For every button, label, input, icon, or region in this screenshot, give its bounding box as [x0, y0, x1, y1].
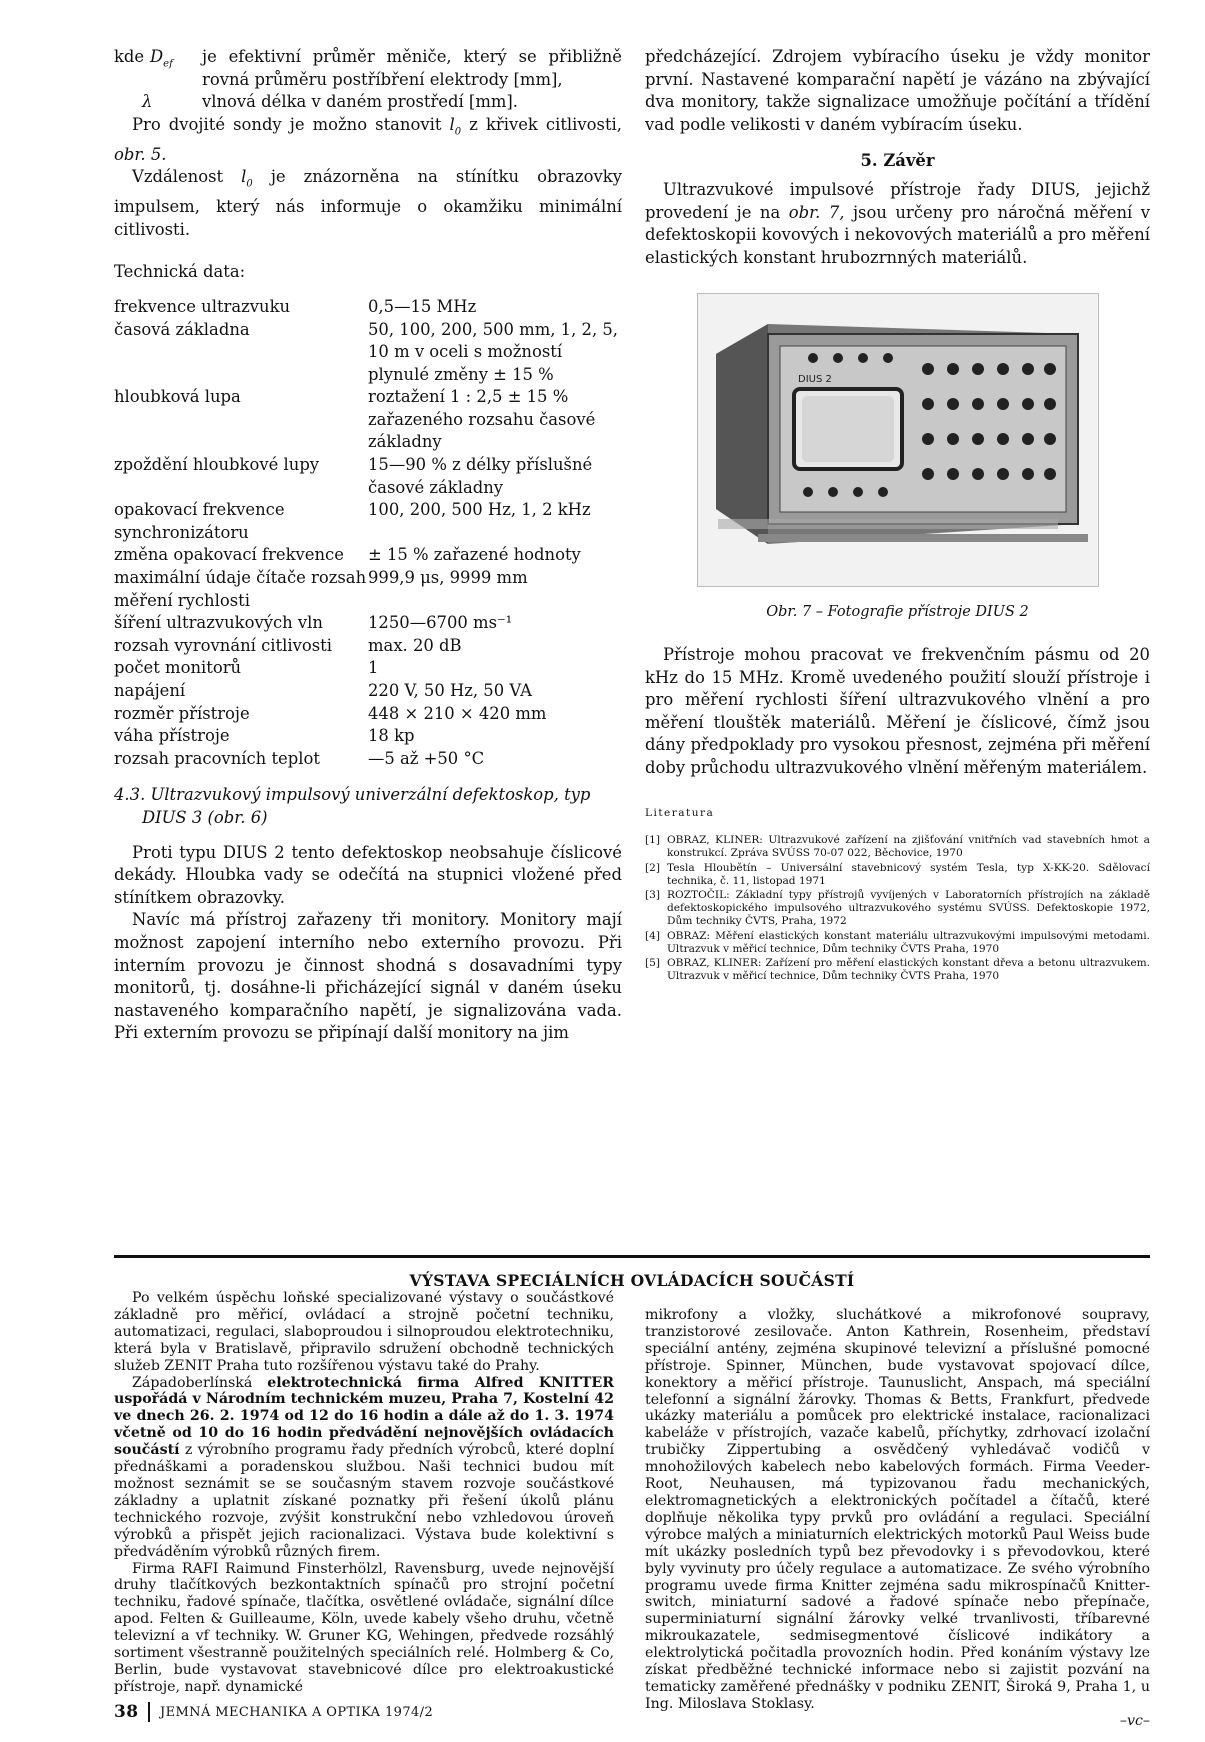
- definition-def: [114, 46, 622, 91]
- page-footer: [114, 1702, 433, 1722]
- def-kde: kde: [114, 47, 145, 66]
- exhibition-intro: Po velkém úspěchu loňské specializované výstavy o součástkové základně pro měřicí, ovládací a strojně početní techniku, automatizaci, regulaci, slaboproudou i silnoproudou elektrotechniku, která byla v Bratislavě, připravilo sdružení obchodně technických služeb ZENIT Praha tuto rozšířenou výstavu také do Prahy.: [114, 1290, 614, 1374]
- spec-value: 1: [368, 658, 379, 678]
- spec-value: 1250—6700 ms⁻¹: [368, 613, 513, 633]
- paragraph-dius3: Proti typu DIUS 2 tento defektoskop neobsahuje číslicové dekády. Hloubka vady se odečítá na stupnici vložené před stínítkem obrazovky.: [114, 842, 622, 907]
- reference-number: [4]: [645, 929, 661, 942]
- reference-number: [1]: [645, 834, 661, 847]
- paragraph-preceding: předcházející. Zdrojem vybíracího úseku je vždy monitor první. Nastavené komparační napětí je vázáno na zbývající dva monitory, takže signalizace umožňuje počítání a třídění vad podle velikosti v daném vybíracím úseku.: [645, 47, 1150, 134]
- bottom-right-column: [645, 1307, 1150, 1730]
- literature-heading: Literatura: [645, 806, 715, 819]
- reference-text: OBRAZ, KLINER: Zařízení pro měření elastických konstant dřeva a betonu ultrazvukem. Ultrazvuk v měřicí technice, Dům techniky ČVTS Praha, 1970: [667, 956, 1150, 983]
- spec-label: váha přístroje: [114, 726, 230, 746]
- spec-value: 100, 200, 500 Hz, 1, 2 kHz: [368, 500, 591, 520]
- spec-value: roztažení 1 : 2,5 ± 15 % zařazeného rozsahu časové základny: [368, 387, 596, 452]
- bottom-left-column: [114, 1290, 614, 1696]
- spec-value: ± 15 % zařazené hodnoty: [368, 545, 581, 565]
- exhibition-firms-cont: mikrofony a vložky, sluchátkové a mikrofonové soupravy, tranzistorové zesilovače. Anton Kathrein, Rosenheim, představí speciální antény, zejména skupinové televizní a příslušné pomocné přístroje. Spinner, München, bude vystavovat spojovací dílce, konektory a měřicí přístroje. Taunuslicht, Anspach, má speciální telefonní a signální žárovky. Thomas & Betts, Frankfurt, předvede ukázky materiálu a pomůcek pro elektrické instalace, racionalizaci kabeláže v přístrojích, vazače kabelů, příchytky, zdrhovací izolační trubičky Zippertubing a osvědčený vyhledávač vodičů v mnohožilových kabelech nebo kabelových formách. Firma Veeder-Root, Neuhausen, má typizovanou řadu mechanických, elektromagnetických a elektronických počítadel a čítačů, které doplňuje několika typy prvků pro ovládání a regulaci. Speciální výrobce malých a miniaturních elektrických motorků Paul Weiss bude mít ukázky posledních typů bez převodovky i s převodovkou, které byly vyvinuty pro účely regulace a automatizace. Ze svého výrobního programu uvede firma Knitter zejména sadu mikrospínačů Knitter-switch, miniaturní sadové a řadové spínače nebo přepínače, superminiaturní signální žárovky velké trvanlivosti, tříbarevné mikroukazatele, sedmisegmentové číslicové indikátory a elektrolytická počitadla provozních hodin. Před konáním výstavy lze získat předběžné technické informace nebo si zajistit pozvání na tematicky zaměřené přednášky v podniku ZENIT, Široká 9, Praha 1, u Ing. Miloslava Stoklasy.: [645, 1307, 1150, 1712]
- dius2-photo: [697, 293, 1099, 587]
- paragraph-monitors: Navíc má přístroj zařazeny tři monitory. Monitory mají možnost zapojení interního nebo externího provozu. Při interním provozu je činnost shodná s dosavadními typy monitorů, tj. dosáhne-li přicházející signál v daném úseku nastaveného komparačního napětí, je signalizována vada. Při externím provozu se připínají další monitory na jim: [114, 910, 622, 1043]
- exhibition-firms: Firma RAFI Raimund Finsterhölzl, Ravensburg, uvede nejnovější druhy tlačítkových bezkontaktních spínačů pro strojní početní techniku, řadové spínače, tlačítka, osvětlené ovládače, signální dílce apod. Felten & Guilleaume, Köln, uvede kabely všeho druhu, včetně televizní a vf techniky. W. Gruner KG, Wehingen, předvede rozsáhlý sortiment všestranně použitelných speciálních relé. Holmberg & Co, Berlin, bude vystavovat stavebnicové dílce pro elektroakustické přístroje, např. dynamické: [114, 1560, 614, 1695]
- exhibition-knitter: Západoberlínská elektrotechnická firma Alfred KNITTER uspořádá v Národním technickém muzeu, Praha 7, Kostelní 42 ve dnech 26. 2. 1974 od 12 do 16 hodin a dále až do 1. 3. 1974 včetně od 10 do 16 hodin předvádění nejnovějších ovládacích součástí z výrobního programu řady předních výrobců, které doplní přednáškami a poradenskou službou. Naši technici budou mít možnost seznámit se se současným stavem rozvoje součástkové základny a uplatnit získané poznatky při řešení úkolů plánu technického rozvoje, zvýšit konstrukční nebo vzhledovou úroveň výrobků a přispět jejich racionalizaci. Výstava bude kolektivní s předváděním výrobků různých firem.: [114, 1374, 614, 1560]
- reference-number: [2]: [645, 861, 661, 874]
- reference-text: Tesla Hloubětín – Universální stavebnicový systém Tesla, typ X-KK-20. Sdělovací technika, č. 11, listopad 1971: [667, 861, 1150, 887]
- reference-text: OBRAZ, KLINER: Ultrazvukové zařízení na zjišťování vnitřních vad stavebních hmot a konstrukcí. Zpráva SVÚSS 70-07 022, Běchovice, 1970: [667, 834, 1150, 860]
- spec-value: 50, 100, 200, 500 mm, 1, 2, 5, 10 m v oceli s možností plynulé změny ± 15 %: [368, 319, 619, 384]
- section-divider: [114, 1255, 1150, 1258]
- spec-label: rozsah vyrovnání citlivosti: [114, 635, 332, 655]
- right-column: [645, 46, 1150, 984]
- spec-label: napájení: [114, 681, 186, 700]
- spec-label: maximální údaje čítače rozsah měření rychlosti: [114, 568, 367, 610]
- footer-divider: [148, 1702, 150, 1722]
- spec-label: zpoždění hloubkové lupy: [114, 455, 320, 475]
- reference-item: [645, 834, 1150, 860]
- def-text-2: vlnová délka v daném prostředí [mm].: [202, 92, 519, 112]
- spec-value: 999,9 μs, 9999 mm: [368, 568, 528, 588]
- spec-value: 18 kp: [368, 726, 415, 746]
- paragraph-frequency: Přístroje mohou pracovat ve frekvenčním pásmu od 20 kHz do 15 MHz. Kromě uvedeného použití slouží přístroje i pro měření rychlosti šíření ultrazvukového vlnění a pro měření tlouštěk materiálů. Měření je číslicové, čímž jsou dány předpoklady pro vysokou přesnost, zejména při měření doby průchodu ultrazvukového vlnění měřeným materiálem.: [645, 644, 1150, 777]
- spec-value: 0,5—15 MHz: [368, 296, 477, 316]
- spec-label: šíření ultrazvukových vln: [114, 613, 323, 633]
- spec-value: —5 až +50 °C: [368, 748, 485, 768]
- reference-item: [645, 862, 1150, 888]
- spec-value: 220 V, 50 Hz, 50 VA: [368, 681, 532, 700]
- section-4-3-heading: 4.3. Ultrazvukový impulsový univerzální defektoskop, typ DIUS 3 (obr. 6): [114, 785, 591, 827]
- spec-value: 15—90 % z délky příslušné časové základny: [368, 455, 593, 497]
- reference-item: [645, 889, 1150, 929]
- page-number: 38: [114, 1702, 139, 1722]
- tech-data-heading: Technická data:: [114, 262, 246, 282]
- spec-label: opakovací frekvence synchronizátoru: [114, 500, 285, 542]
- reference-text: ROZTOČIL: Základní typy přístrojů vyvíjených v Laboratorních přístrojích na základě defektoskopického impulsového ultrazvukového systému SVÚSS. Defektoskopie 1972, Dům techniky ČVTS, Praha, 1972: [667, 888, 1150, 928]
- spec-label: frekvence ultrazvuku: [114, 296, 291, 316]
- reference-number: [5]: [645, 956, 661, 969]
- photo-caption: Obr. 7 – Fotografie přístroje DIUS 2: [766, 604, 1029, 621]
- spec-label: hloubková lupa: [114, 387, 241, 407]
- spec-label: změna opakovací frekvence: [114, 545, 344, 565]
- spec-value: 448 × 210 × 420 mm: [368, 703, 547, 723]
- paragraph-distance: Vzdálenost $l_0$ je znázorněna na stínítku obrazovky impulsem, který nás informuje o okamžiku minimální citlivosti.: [114, 167, 623, 239]
- references-list: [645, 834, 1150, 983]
- exhibition-headline: VÝSTAVA SPECIÁLNÍCH OVLÁDACÍCH SOUČÁSTÍ: [409, 1271, 855, 1290]
- spec-label: počet monitorů: [114, 658, 242, 678]
- dius2-instrument-illustration: [698, 294, 1098, 586]
- spec-value: max. 20 dB: [368, 635, 462, 655]
- spec-label: rozměr přístroje: [114, 703, 250, 723]
- definition-lambda: [114, 91, 622, 114]
- author-signature: –vc–: [1119, 1712, 1150, 1729]
- reference-item: [645, 957, 1150, 983]
- spec-label: rozsah pracovních teplot: [114, 748, 320, 768]
- reference-number: [3]: [645, 888, 661, 901]
- panel-label: DIUS 2: [797, 374, 832, 386]
- paragraph-dual-probe: Pro dvojité sondy je možno stanovit $l_0$ z křivek citlivosti, obr. 5.: [114, 114, 622, 164]
- reference-item: [645, 930, 1150, 956]
- def-text-1: je efektivní průměr měniče, který se přibližně rovná průměru postříbření elektrody [mm],: [202, 47, 622, 89]
- reference-text: OBRAZ: Měření elastických konstant materiálu ultrazvukovými impulsovými metodami. Ultrazvuk v měřicí technice, Dům techniky ČVTS Praha, 1970: [667, 929, 1150, 955]
- def-symbol-lambda: λ: [142, 92, 153, 112]
- paragraph-conclusion: Ultrazvukové impulsové přístroje řady DIUS, jejichž provedení je na obr. 7, jsou určeny pro náročná měření v defektoskopii kovových i nekovových materiálů a pro měření elastických konstant hrubozrnných materiálů.: [645, 179, 1150, 267]
- spec-label: časová základna: [114, 319, 250, 339]
- def-symbol-d: $D_{ef}$: [150, 47, 173, 70]
- journal-name: JEMNÁ MECHANIKA A OPTIKA 1974/2: [159, 1704, 434, 1720]
- left-column: [114, 46, 622, 1045]
- tech-data-table: [114, 296, 622, 770]
- section-5-heading: 5. Závěr: [860, 151, 935, 171]
